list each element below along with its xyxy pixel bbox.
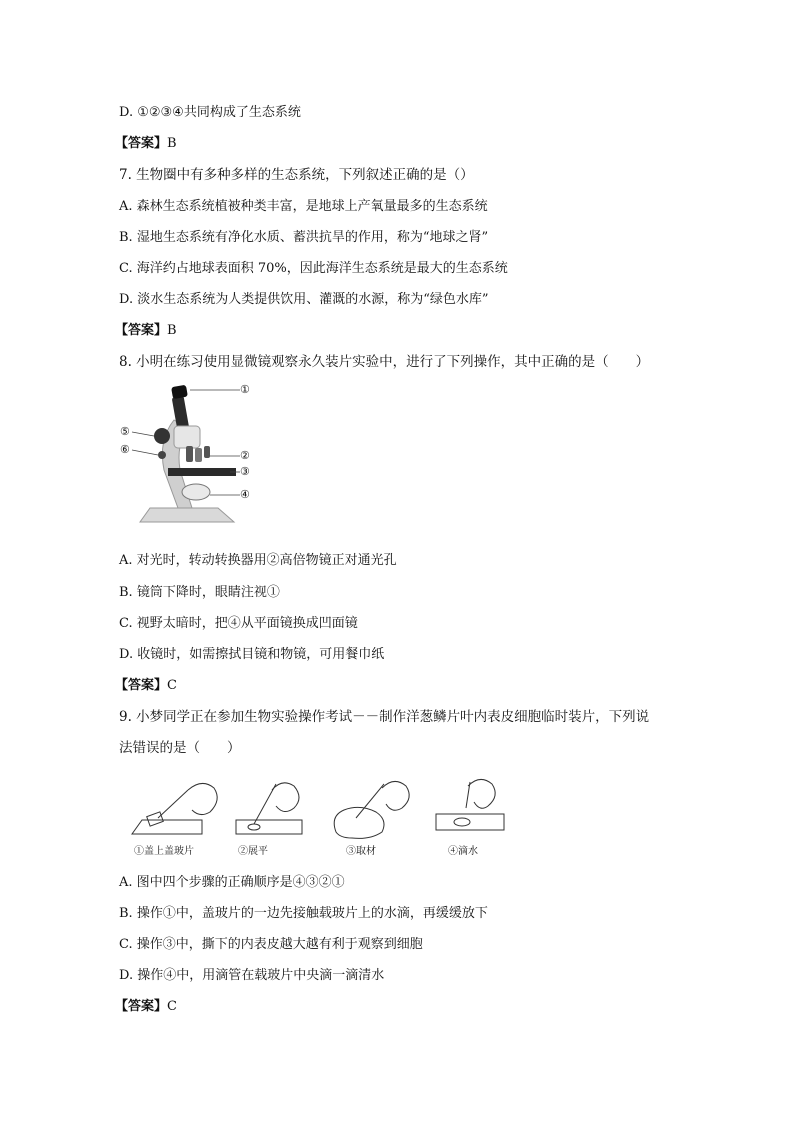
q9-option-d: D. 操作④中，用滴管在载玻片中央滴一滴清水	[119, 968, 385, 983]
q8-option-c: C. 视野太暗时，把④从平面镜换成凹面镜	[119, 616, 358, 631]
caption-step4: ④滴水	[448, 846, 478, 857]
q6-option-d: D. ①②③④共同构成了生态系统	[119, 105, 301, 120]
caption-step2: ②展平	[238, 846, 268, 857]
mirror	[182, 484, 210, 500]
eyepiece	[171, 385, 188, 399]
q9-option-b: B. 操作①中，盖玻片的一边先接触载玻片上的水滴，再缓缓放下	[119, 906, 488, 921]
label-4: ④	[240, 488, 250, 501]
answer-label: 【答案】	[115, 136, 168, 151]
step2-illustration	[236, 783, 302, 834]
label-3: ③	[240, 465, 250, 478]
label-5: ⑤	[120, 425, 130, 438]
fine-focus-knob	[158, 451, 166, 459]
slide-steps-figure	[130, 768, 530, 862]
q9-answer	[115, 998, 177, 1016]
caption-step3: ③取材	[346, 846, 376, 857]
q7-option-a: A. 森林生态系统植被种类丰富，是地球上产氧量最多的生态系统	[119, 199, 488, 214]
q9-stem-line1: 9. 小梦同学正在参加生物实验操作考试－－制作洋葱鳞片叶内表皮细胞临时装片，下列说	[119, 709, 650, 725]
step3-illustration	[334, 781, 409, 838]
coarse-focus-knob	[154, 428, 170, 444]
microscope-illustration	[118, 380, 258, 530]
step1-illustration	[132, 783, 217, 834]
q7-option-b: B. 湿地生态系统有净化水质、蓄洪抗旱的作用，称为“地球之肾”	[119, 230, 489, 245]
q7-answer	[115, 322, 177, 340]
microscope-head	[174, 426, 200, 448]
q7-stem: 7. 生物圈中有多种多样的生态系统，下列叙述正确的是（）	[119, 167, 474, 183]
answer-value: B	[167, 136, 177, 151]
objective-2	[195, 448, 202, 462]
answer-value: B	[167, 323, 177, 338]
label-1: ①	[240, 383, 250, 396]
microscope-figure	[118, 380, 258, 530]
q8-stem: 8. 小明在练习使用显微镜观察永久装片实验中，进行了下列操作，其中正确的是（ ）	[119, 354, 650, 370]
answer-label: 【答案】	[115, 999, 168, 1014]
caption-step1: ①盖上盖玻片	[134, 846, 194, 857]
q9-stem-line2: 法错误的是（ ）	[119, 740, 241, 756]
objective-3	[204, 446, 210, 458]
answer-value: C	[167, 999, 177, 1014]
microscope-base	[140, 508, 234, 522]
answer-label: 【答案】	[115, 678, 168, 693]
q8-option-b: B. 镜筒下降时，眼睛注视①	[119, 585, 280, 600]
q7-option-d: D. 淡水生态系统为人类提供饮用、灌溉的水源，称为“绿色水库”	[119, 292, 489, 307]
objective-1	[186, 446, 193, 462]
q6-answer	[115, 135, 177, 153]
label-2: ②	[240, 449, 250, 462]
q8-option-d: D. 收镜时，如需擦拭目镜和物镜，可用餐巾纸	[119, 647, 385, 662]
q7-option-c: C. 海洋约占地球表面积 70%，因此海洋生态系统是最大的生态系统	[119, 261, 508, 276]
label-6: ⑥	[120, 443, 130, 456]
answer-label: 【答案】	[115, 323, 168, 338]
step4-illustration	[436, 779, 504, 830]
answer-value: C	[167, 678, 177, 693]
q8-option-a: A. 对光时，转动转换器用②高倍物镜正对通光孔	[119, 553, 397, 568]
q8-answer	[115, 677, 177, 695]
q9-option-a: A. 图中四个步骤的正确顺序是④③②①	[119, 875, 345, 890]
stage	[168, 468, 236, 476]
q9-option-c: C. 操作③中，撕下的内表皮越大越有利于观察到细胞	[119, 937, 423, 952]
